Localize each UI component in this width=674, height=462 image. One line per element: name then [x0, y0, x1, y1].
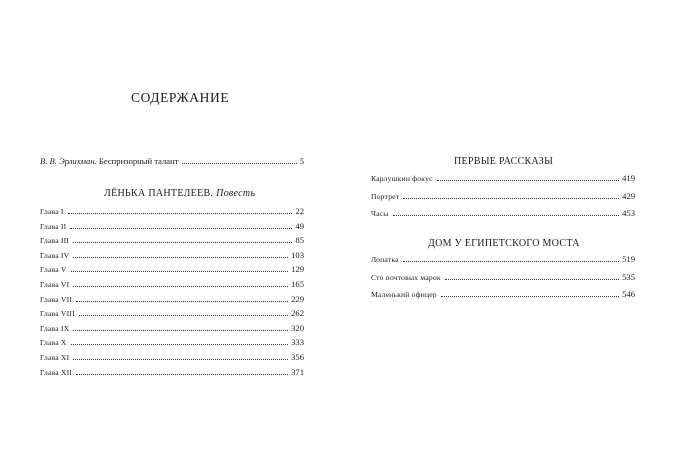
page-number: 371 [291, 366, 304, 377]
leader-dots [71, 344, 288, 345]
toc-entry-label: Портрет [371, 191, 400, 201]
leader-dots [73, 359, 288, 360]
part-title: ЛЁНЬКА ПАНТЕЛЕЕВ. [104, 188, 214, 199]
toc-entry-label: Глава XI [40, 353, 70, 362]
leader-dots [441, 296, 619, 297]
toc-entry[interactable] [371, 272, 635, 283]
leader-dots [73, 257, 288, 258]
leader-dots [182, 163, 296, 164]
right-page [337, 0, 674, 462]
toc-entry[interactable] [40, 206, 304, 217]
toc-entry[interactable] [40, 264, 304, 275]
page-number: 453 [622, 208, 635, 218]
toc-entry-label: Глава III [40, 236, 70, 246]
intro-author: В. В. Эрлихман. [40, 156, 97, 166]
page-number: 49 [295, 220, 304, 231]
page-number: 419 [622, 173, 635, 183]
toc-entry-label: Глава V [40, 265, 67, 275]
toc-entry[interactable] [371, 254, 635, 265]
intro-title: Беспризорный талант [98, 156, 179, 166]
page-number: 129 [291, 264, 304, 275]
leader-dots [76, 301, 288, 302]
toc-entry-label: Глава VII [40, 294, 73, 304]
leader-dots [445, 279, 619, 280]
toc-entry-label: Глава VIII [40, 309, 75, 319]
toc-entry-label: Маленький офицер [371, 290, 437, 299]
toc-entry[interactable] [371, 208, 635, 219]
leader-dots [73, 286, 288, 287]
leader-dots [70, 228, 292, 229]
page-number: 85 [295, 235, 304, 246]
toc-entry[interactable] [40, 294, 304, 305]
leader-dots [68, 213, 293, 214]
part-heading [104, 188, 255, 199]
leader-dots [76, 374, 288, 375]
leader-dots [73, 330, 288, 331]
section-heading-egyptian-bridge: ДОМ У ЕГИПЕТСКОГО МОСТА [428, 238, 580, 249]
page-number: 535 [622, 271, 635, 282]
leader-dots [437, 180, 619, 181]
toc-entry-label: Сто почтовых марок [371, 272, 441, 282]
toc-entry[interactable] [371, 191, 635, 202]
toc-entry[interactable] [40, 250, 304, 261]
leader-dots [393, 215, 620, 216]
toc-entry-label [40, 156, 180, 167]
toc-entry-label: Карлушкин фокус [371, 174, 433, 183]
toc-entry[interactable] [40, 367, 304, 378]
page-number: 546 [622, 289, 635, 299]
toc-entry-label: Часы [371, 209, 389, 218]
toc-entry-label: Глава IV [40, 250, 70, 260]
page-number: 262 [291, 308, 304, 319]
page-number: 519 [622, 254, 635, 264]
toc-entry[interactable] [40, 221, 304, 232]
page-number: 429 [622, 190, 635, 201]
page-number: 165 [291, 279, 304, 289]
page-number: 320 [291, 322, 304, 333]
page-number: 5 [299, 156, 304, 166]
toc-entry-label: Глава IX [40, 323, 70, 333]
part-subtitle: Повесть [216, 188, 256, 199]
page-number: 22 [295, 206, 304, 216]
toc-entry[interactable] [371, 173, 635, 184]
toc-entry[interactable] [40, 337, 304, 348]
page-number: 356 [291, 352, 304, 362]
toc-entry-label: Глава VI [40, 280, 70, 289]
leader-dots [403, 198, 619, 199]
section-heading-first-stories: ПЕРВЫЕ РАССКАЗЫ [454, 156, 554, 167]
leader-dots [73, 242, 292, 243]
toc-entry-label: Глава II [40, 221, 67, 231]
page-number: 333 [291, 337, 304, 348]
toc-entry[interactable] [40, 323, 304, 334]
toc-entry-label: Глава X [40, 338, 67, 348]
toc-entry[interactable] [40, 279, 304, 290]
contents-title: СОДЕРЖАНИЕ [131, 90, 230, 105]
leader-dots [403, 261, 619, 262]
toc-entry[interactable] [40, 308, 304, 319]
leader-dots [71, 271, 288, 272]
toc-entry-label: Глава I [40, 207, 64, 216]
toc-entry-label: Глава XII [40, 367, 73, 377]
toc-entry[interactable] [371, 289, 635, 300]
toc-entry-intro[interactable] [40, 156, 304, 167]
toc-entry[interactable] [40, 235, 304, 246]
toc-entry[interactable] [40, 352, 304, 363]
leader-dots [79, 315, 288, 316]
toc-entry-label: Лопатка [371, 255, 399, 264]
page-number: 229 [291, 293, 304, 304]
page-number: 103 [291, 249, 304, 260]
